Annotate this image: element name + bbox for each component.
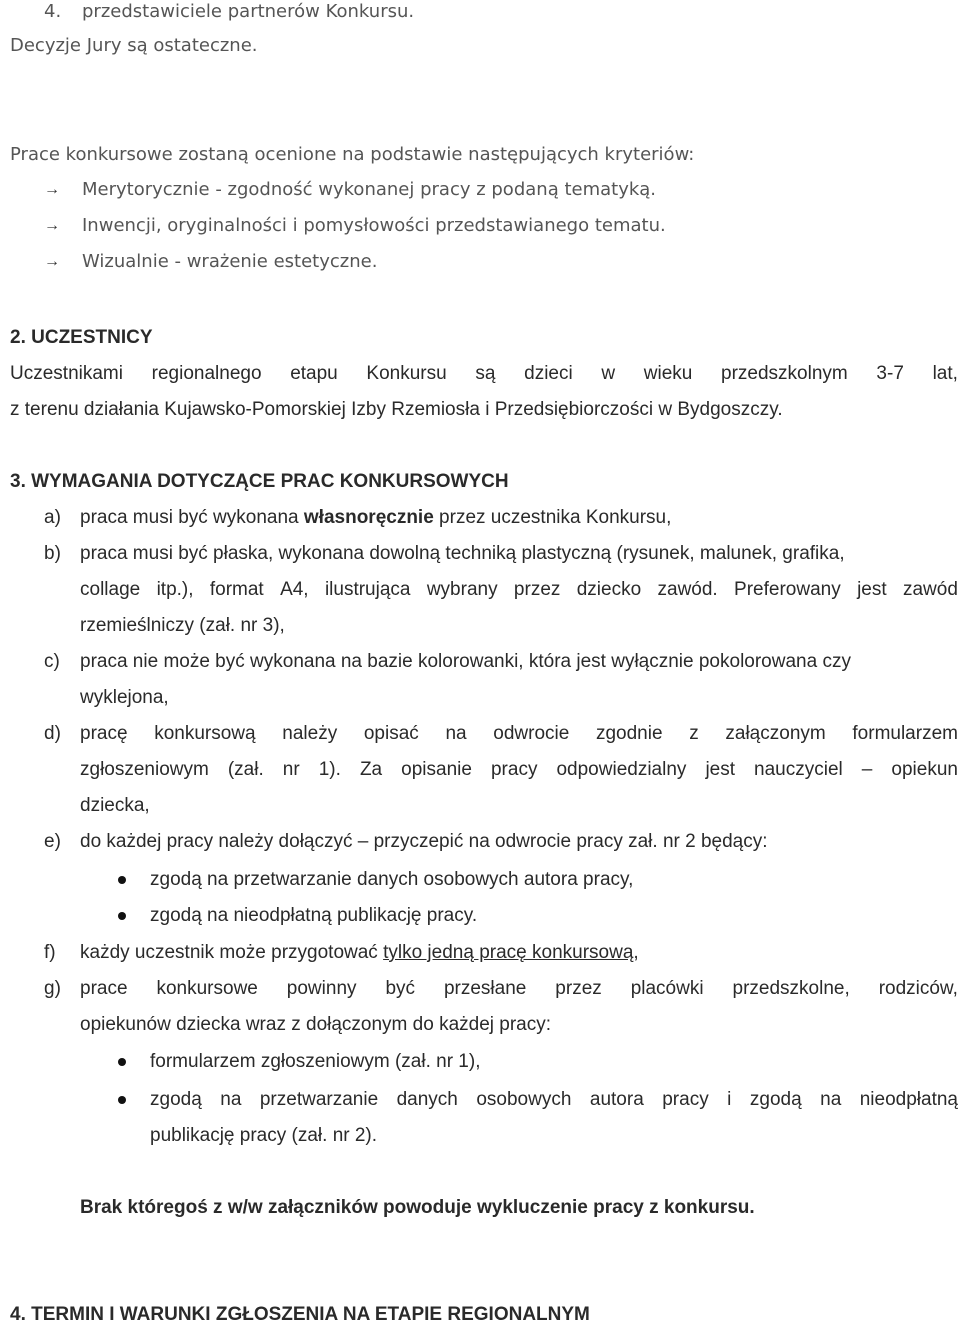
word: A4, <box>280 579 309 600</box>
word: na <box>820 1089 842 1110</box>
word: Preferowany <box>734 579 841 600</box>
requirement-d-line: dziecka, <box>80 795 150 816</box>
bullet-item: zgodą na nieodpłatną publikację pracy. <box>150 905 478 926</box>
word: collage <box>80 579 141 600</box>
word: zgodą <box>749 1089 802 1110</box>
word: – <box>861 759 873 780</box>
justified-line <box>80 578 958 602</box>
list-item-text: przedstawiciele partnerów Konkursu. <box>82 1 415 22</box>
word: konkursową <box>154 723 256 744</box>
word: przedszkolne, <box>732 978 850 999</box>
word: osobowych <box>476 1089 572 1110</box>
bullet-icon <box>118 912 126 920</box>
requirement-c-line: wyklejona, <box>80 687 169 708</box>
word: przedszkolnym <box>721 363 848 384</box>
word: zawód. <box>657 579 718 600</box>
word: są <box>475 363 496 384</box>
word: zawód <box>902 579 958 600</box>
word: odwrocie <box>493 723 570 744</box>
word: formularzem <box>852 723 958 744</box>
list-label: a) <box>44 507 61 528</box>
word: dzieci <box>524 363 573 384</box>
word: i <box>727 1089 732 1110</box>
word: placówki <box>630 978 704 999</box>
requirement-g-line: opiekunów dziecka wraz z dołączonym do każdej pracy: <box>80 1014 552 1035</box>
word: załączonym <box>725 723 826 744</box>
justified-line <box>80 722 958 746</box>
word: 1). <box>318 759 341 780</box>
list-label: c) <box>44 651 60 672</box>
justified-line <box>150 1088 958 1112</box>
word: rodziców, <box>878 978 958 999</box>
bullet-icon <box>118 1058 126 1066</box>
word: zgłoszeniowym <box>80 759 209 780</box>
word: w <box>601 363 616 384</box>
section-heading: 2. UCZESTNICY <box>10 327 153 348</box>
arrow-bullet-icon: → <box>44 217 60 234</box>
word: jest <box>857 579 887 600</box>
justified-line <box>80 758 958 782</box>
section-heading: 4. TERMIN I WARUNKI ZGŁOSZENIA NA ETAPIE REGIONALNYM <box>10 1304 590 1325</box>
requirement-a: praca musi być wykonana własnoręcznie przez uczestnika Konkursu, <box>80 507 672 528</box>
word: przez <box>513 579 561 600</box>
requirement-b-line: praca musi być płaska, wykonana dowolną techniką plastyczną (rysunek, malunek, grafika, <box>80 543 845 564</box>
bullet-item: formularzem zgłoszeniowym (zał. nr 1), <box>150 1051 481 1072</box>
word: Uczestnikami <box>10 363 123 384</box>
word: nauczyciel <box>754 759 843 780</box>
word: format <box>209 579 264 600</box>
criteria-item: Inwencji, oryginalności i pomysłowości przedstawianego tematu. <box>82 215 666 236</box>
word: konkursowe <box>156 978 258 999</box>
section-heading: 3. WYMAGANIA DOTYCZĄCE PRAC KONKURSOWYCH <box>10 471 509 492</box>
criteria-intro: Prace konkursowe zostaną ocenione na podstawie następujących kryteriów: <box>10 144 695 165</box>
word: danych <box>396 1089 458 1110</box>
list-label: f) <box>44 942 56 963</box>
word: zgodą <box>150 1089 202 1110</box>
word: 3-7 <box>876 363 904 384</box>
requirement-b-line: rzemieślniczy (zał. nr 3), <box>80 615 285 636</box>
criteria-item: Wizualnie - wrażenie estetyczne. <box>82 251 378 272</box>
word: (zał. <box>227 759 264 780</box>
word: pracy <box>490 759 538 780</box>
word: ilustrująca <box>324 579 411 600</box>
word: Za <box>359 759 383 780</box>
word: opisanie <box>401 759 472 780</box>
word: z <box>689 723 699 744</box>
word: opisać <box>363 723 419 744</box>
word: być <box>385 978 416 999</box>
list-label: d) <box>44 723 61 744</box>
word: wieku <box>643 363 693 384</box>
word: zgodnie <box>595 723 663 744</box>
list-label: e) <box>44 831 61 852</box>
word: pracę <box>80 723 128 744</box>
word: prace <box>80 978 128 999</box>
word: itp.), <box>156 579 194 600</box>
word: przez <box>555 978 602 999</box>
word: opiekun <box>891 759 958 780</box>
paragraph-line: z terenu działania Kujawsko-Pomorskiej Izby Rzemiosła i Przedsiębiorczości w Bydgoszczy. <box>10 399 783 420</box>
word: jest <box>705 759 736 780</box>
word: autora <box>589 1089 644 1110</box>
justified-line <box>10 362 958 386</box>
word: Konkursu <box>366 363 447 384</box>
list-number: 4. <box>44 1 62 22</box>
criteria-item: Merytorycznie - zgodność wykonanej pracy z podaną tematyką. <box>82 179 657 200</box>
word: należy <box>282 723 338 744</box>
list-label: g) <box>44 978 61 999</box>
bullet-item-continuation: publikację pracy (zał. nr 2). <box>150 1125 378 1146</box>
list-label: b) <box>44 543 61 564</box>
word: powinny <box>286 978 357 999</box>
word: przetwarzanie <box>259 1089 379 1110</box>
requirement-c-line: praca nie może być wykonana na bazie kolorowanki, która jest wyłącznie pokolorowana czy <box>80 651 851 672</box>
word: lat, <box>932 363 958 384</box>
arrow-bullet-icon: → <box>44 181 60 198</box>
requirement-e-line: do każdej pracy należy dołączyć – przyczepić na odwrocie pracy zał. nr 2 będący: <box>80 831 768 852</box>
word: regionalnego <box>151 363 262 384</box>
word: na <box>220 1089 242 1110</box>
word: przesłane <box>443 978 527 999</box>
word: wybrany <box>426 579 498 600</box>
warning-note: Brak któregoś z w/w załączników powoduje wykluczenie pracy z konkursu. <box>80 1197 755 1218</box>
word: na <box>445 723 467 744</box>
arrow-bullet-icon: → <box>44 253 60 270</box>
bullet-icon <box>118 876 126 884</box>
word: etapu <box>290 363 338 384</box>
word: nieodpłatną <box>859 1089 958 1110</box>
bullet-icon <box>118 1096 126 1104</box>
word: pracy <box>662 1089 709 1110</box>
requirement-f: każdy uczestnik może przygotować tylko jedną pracę konkursową, <box>80 942 639 963</box>
jury-statement: Decyzje Jury są ostateczne. <box>10 35 258 56</box>
bullet-item: zgodą na przetwarzanie danych osobowych autora pracy, <box>150 869 634 890</box>
word: odpowiedzialny <box>556 759 687 780</box>
justified-line <box>80 977 958 1001</box>
word: nr <box>282 759 300 780</box>
word: dziecko <box>576 579 642 600</box>
